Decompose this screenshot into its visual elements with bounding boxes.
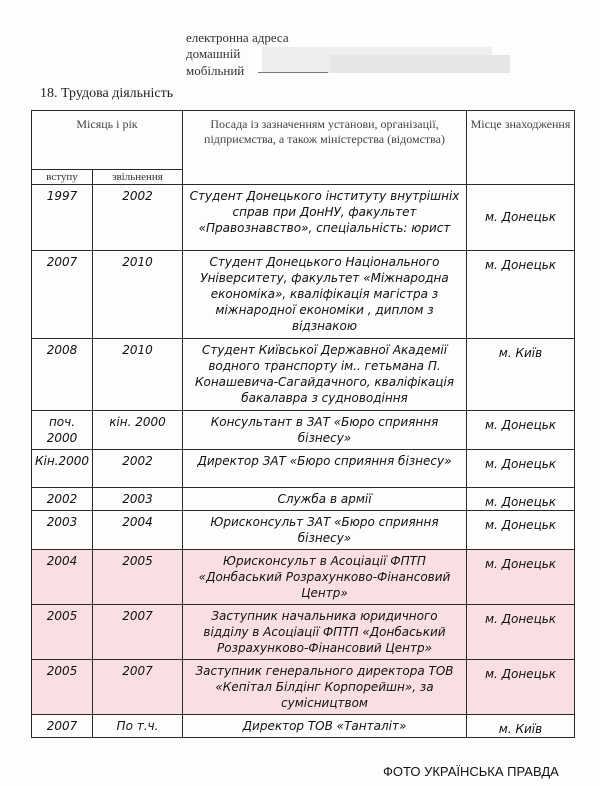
end-year-cell: 2004 bbox=[93, 511, 183, 550]
end-header: звільнення bbox=[93, 170, 183, 185]
location-cell: м. Донецьк bbox=[467, 488, 575, 511]
position-header: Посада із зазначенням установи, організації, підприємства, а також міністерства (відомства) bbox=[183, 111, 467, 185]
position-cell: Юрисконсульт в Асоціації ФПТП «Донбаський Розрахунково-Фінансовий Центр» bbox=[183, 550, 467, 605]
location-cell: м. Донецьк bbox=[467, 511, 575, 550]
table-row bbox=[32, 511, 575, 550]
end-year-cell: кін. 2000 bbox=[93, 411, 183, 450]
table-row bbox=[32, 488, 575, 511]
start-year-cell: поч. 2000 bbox=[32, 411, 93, 450]
table-header-row bbox=[32, 111, 575, 170]
position-cell: Директор ЗАТ «Бюро сприяння бізнесу» bbox=[183, 450, 467, 488]
section-title: 18. Трудова діяльність bbox=[40, 86, 174, 101]
location-cell: м. Київ bbox=[467, 715, 575, 738]
month-year-header: Місяць і рік bbox=[32, 111, 183, 170]
photo-credit: ФОТО УКРАЇНСЬКА ПРАВДА bbox=[383, 764, 559, 779]
end-year-cell: 2007 bbox=[93, 660, 183, 715]
end-year-cell: 2002 bbox=[93, 450, 183, 488]
location-cell: м. Донецьк bbox=[467, 450, 575, 488]
start-year-cell: 2005 bbox=[32, 660, 93, 715]
end-year-cell: 2007 bbox=[93, 605, 183, 660]
position-cell: Консультант в ЗАТ «Бюро сприяння бізнесу» bbox=[183, 411, 467, 450]
end-year-cell: По т.ч. bbox=[93, 715, 183, 738]
redacted-contacts-shadow bbox=[330, 55, 510, 73]
position-cell: Заступник генерального директора ТОВ «Кепітал Білдінг Корпорейшн», за сумісництвом bbox=[183, 660, 467, 715]
location-cell: м. Донецьк bbox=[467, 411, 575, 450]
position-cell: Заступник начальника юридичного відділу в Асоціації ФПТП «Донбаський Розрахунково-Фінансовий Центр» bbox=[183, 605, 467, 660]
employment-table bbox=[31, 110, 575, 738]
position-cell: Служба в армії bbox=[183, 488, 467, 511]
mobile-phone-label: мобільний bbox=[186, 63, 245, 78]
start-year-cell: 2008 bbox=[32, 339, 93, 411]
start-year-cell: 2007 bbox=[32, 715, 93, 738]
start-year-cell: 2004 bbox=[32, 550, 93, 605]
table-body bbox=[32, 185, 575, 738]
table-row bbox=[32, 411, 575, 450]
end-year-cell: 2005 bbox=[93, 550, 183, 605]
table-row bbox=[32, 185, 575, 251]
start-year-cell: Кін.2000 bbox=[32, 450, 93, 488]
position-cell: Директор ТОВ «Танталіт» bbox=[183, 715, 467, 738]
table-row bbox=[32, 450, 575, 488]
location-cell: м. Київ bbox=[467, 339, 575, 411]
home-phone-label: домашній bbox=[186, 46, 241, 61]
underline bbox=[258, 72, 328, 73]
end-year-cell: 2003 bbox=[93, 488, 183, 511]
start-year-cell: 2007 bbox=[32, 251, 93, 339]
table-row bbox=[32, 660, 575, 715]
table-row bbox=[32, 251, 575, 339]
position-cell: Студент Донецького Національного Університету, факультет «Міжнародна економіка», кваліфікація магістра з міжнародної економіки , диплом з відзнакою bbox=[183, 251, 467, 339]
start-year-cell: 2003 bbox=[32, 511, 93, 550]
start-year-cell: 1997 bbox=[32, 185, 93, 251]
start-header: вступу bbox=[32, 170, 93, 185]
location-cell: м. Донецьк bbox=[467, 660, 575, 715]
table-row bbox=[32, 339, 575, 411]
end-year-cell: 2010 bbox=[93, 339, 183, 411]
position-cell: Студент Донецького інституту внутрішніх справ при ДонНУ, факультет «Правознавство», спеціальність: юрист bbox=[183, 185, 467, 251]
location-header: Місце знаходження bbox=[467, 111, 575, 185]
location-cell: м. Донецьк bbox=[467, 251, 575, 339]
start-year-cell: 2005 bbox=[32, 605, 93, 660]
end-year-cell: 2010 bbox=[93, 251, 183, 339]
start-year-cell: 2002 bbox=[32, 488, 93, 511]
position-cell: Студент Київської Державної Академії водного транспорту ім.. гетьмана П. Конашевича-Сагайдачного, кваліфікація бакалавра з судноводіння bbox=[183, 339, 467, 411]
location-cell: м. Донецьк bbox=[467, 605, 575, 660]
email-label: електронна адреса bbox=[186, 30, 289, 45]
position-cell: Юрисконсульт ЗАТ «Бюро сприяння бізнесу» bbox=[183, 511, 467, 550]
location-cell: м. Донецьк bbox=[467, 550, 575, 605]
table-row bbox=[32, 550, 575, 605]
table-row bbox=[32, 715, 575, 738]
table-row bbox=[32, 605, 575, 660]
location-cell: м. Донецьк bbox=[467, 185, 575, 251]
end-year-cell: 2002 bbox=[93, 185, 183, 251]
